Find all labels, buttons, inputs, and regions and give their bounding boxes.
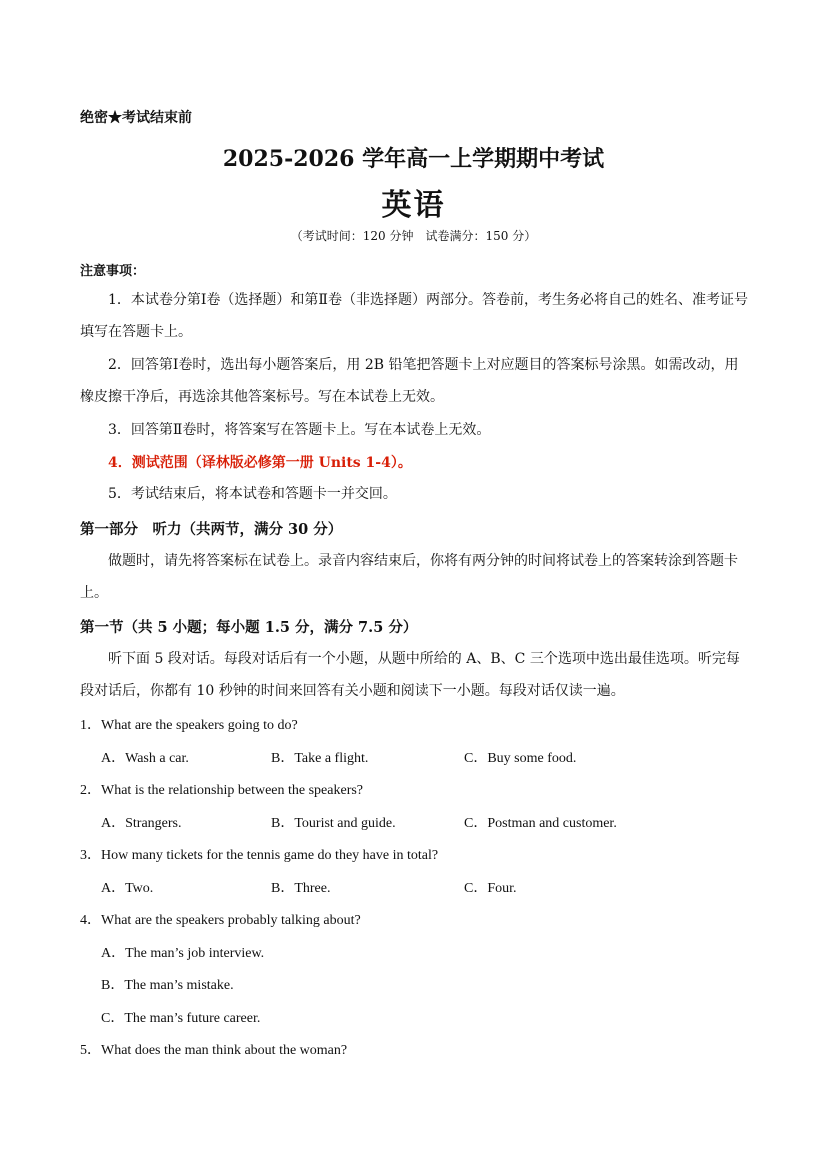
question-2-option-a: A．Strangers. bbox=[101, 816, 182, 831]
question-4-option-b: B．The man’s mistake. bbox=[101, 978, 234, 993]
confidential-label: 绝密★考试结束前 bbox=[80, 110, 192, 126]
question-4: 4．What are the speakers probably talking about? bbox=[80, 913, 361, 928]
question-2-option-b: B．Tourist and guide. bbox=[271, 816, 396, 831]
question-3-option-a: A．Two. bbox=[101, 881, 154, 896]
notice-item-5: 5．考试结束后，将本试卷和答题卡一并交回。 bbox=[108, 486, 397, 502]
exam-title: 2025-2026 学年高一上学期期中考试 bbox=[222, 146, 605, 172]
question-3-option-c: C．Four. bbox=[464, 881, 517, 896]
part1-instruction: 做题时，请先将答案标在试卷上。录音内容结束后，你将有两分钟的时间将试卷上的答案转涂到答题卡上。 bbox=[80, 553, 738, 601]
section1-instruction: 听下面 5 段对话。每段对话后有一个小题，从题中所给的 A、B、C 三个选项中选出最佳选项。听完每段对话后，你都有 10 秒钟的时间来回答有关小题和阅读下一小题。每段对话仅读一遍。 bbox=[80, 651, 740, 699]
notice-item-3: 3．回答第Ⅱ卷时，将答案写在答题卡上。写在本试卷上无效。 bbox=[108, 422, 491, 438]
question-5: 5．What does the man think about the woman? bbox=[80, 1043, 348, 1058]
question-3: 3．How many tickets for the tennis game do they have in total? bbox=[80, 848, 439, 863]
question-4-option-a: A．The man’s job interview. bbox=[101, 946, 265, 961]
question-4-option-c: C．The man’s future career. bbox=[101, 1011, 261, 1026]
question-1-option-a: A．Wash a car. bbox=[101, 751, 189, 766]
question-1-option-b: B．Take a flight. bbox=[271, 751, 369, 766]
exam-info: （考试时间：120 分钟 试卷满分：150 分） bbox=[290, 229, 537, 243]
question-2: 2．What is the relationship between the speakers? bbox=[80, 783, 364, 798]
question-2-option-c: C．Postman and customer. bbox=[464, 816, 617, 831]
notice-item-2: 2．回答第Ⅰ卷时，选出每小题答案后，用 2B 铅笔把答题卡上对应题目的答案标号涂黑。如需改动，用橡皮擦干净后，再选涂其他答案标号。写在本试卷上无效。 bbox=[80, 357, 739, 405]
question-1: 1．What are the speakers going to do? bbox=[80, 718, 298, 733]
notice-item-4: 4．测试范围（译林版必修第一册 Units 1-4）。 bbox=[108, 455, 412, 471]
question-1-option-c: C．Buy some food. bbox=[464, 751, 577, 766]
subject-title: 英语 bbox=[381, 188, 446, 223]
part1-heading: 第一部分 听力（共两节，满分 30 分） bbox=[80, 521, 343, 538]
section1-heading: 第一节（共 5 小题；每小题 1.5 分，满分 7.5 分） bbox=[80, 619, 418, 636]
notice-heading: 注意事项： bbox=[80, 264, 146, 279]
question-3-option-b: B．Three. bbox=[271, 881, 331, 896]
notice-item-1: 1．本试卷分第Ⅰ卷（选择题）和第Ⅱ卷（非选择题）两部分。答卷前，考生务必将自己的姓名、准考证号填写在答题卡上。 bbox=[80, 292, 748, 340]
